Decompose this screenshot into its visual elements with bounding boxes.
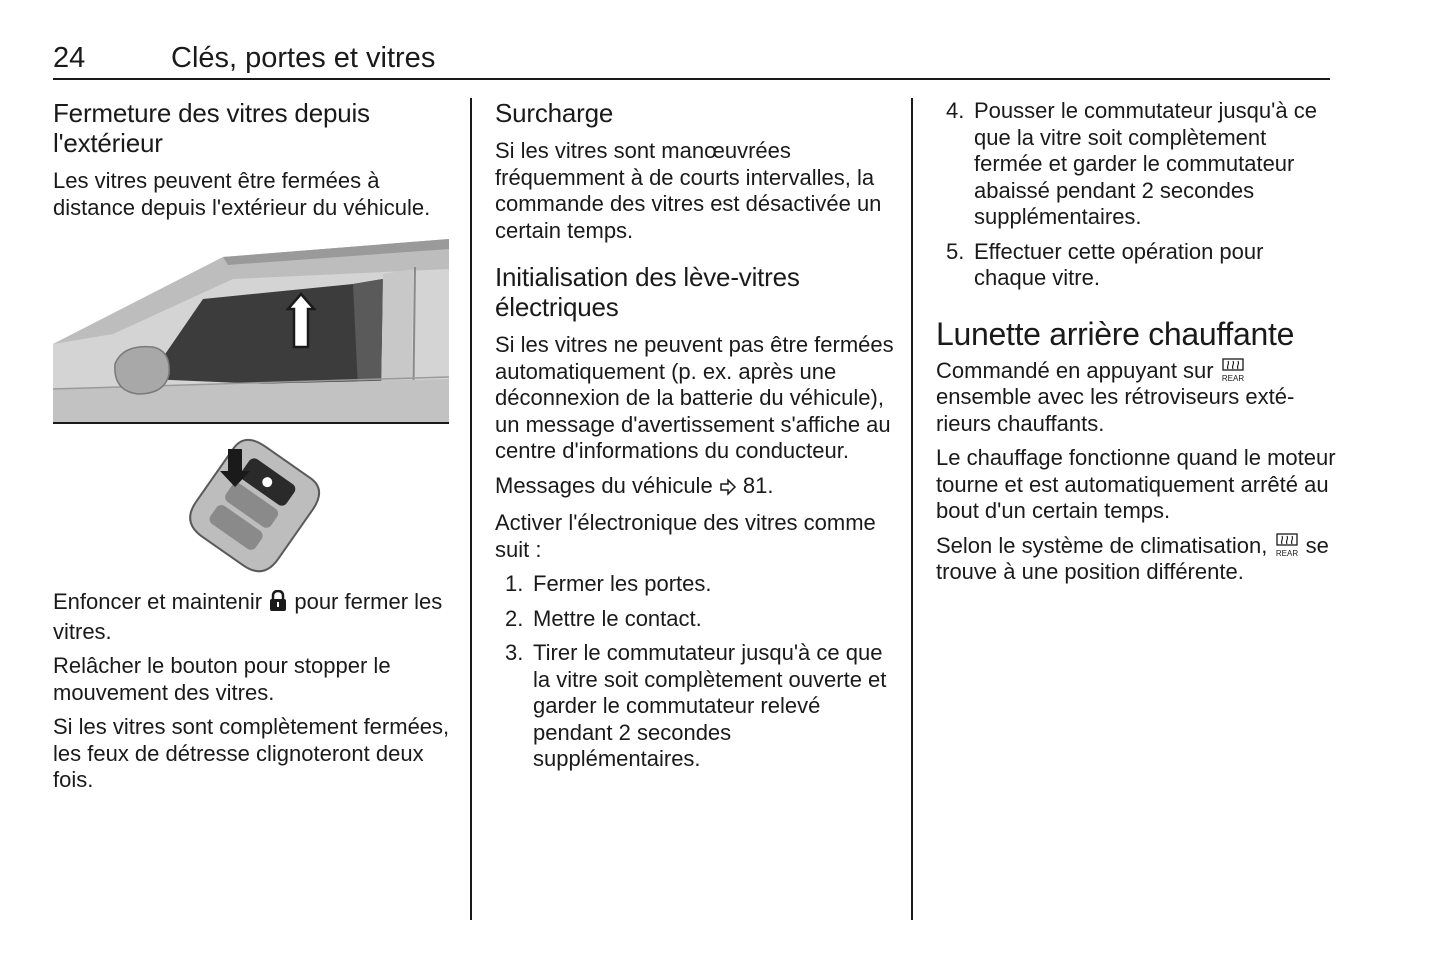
paragraph: Le chauffage fonctionne quand le moteur tourne et est automatiquement arrêté au bout d'un certain temps. [936,445,1336,523]
step-number: 4. [946,98,965,123]
step-text: Mettre le contact. [533,605,702,631]
column-divider [470,98,472,920]
car-window-illustration [53,239,449,579]
paragraph-text: ensemble avec les rétroviseurs extérieurs chauffants. [936,384,1295,436]
step-text: Effectuer cette opération pour chaque vitre. [974,238,1264,290]
column-1 [53,98,453,802]
arrow-reference-icon[interactable] [719,476,737,503]
section-heading: Surcharge [495,98,614,128]
step-number: 3. [505,640,524,665]
rear-label: REAR [1275,548,1298,557]
paragraph-text: Selon le système de climatisation, [936,532,1274,558]
paragraph: Si les vitres sont complètement fermées, les feux de détresse clignoteront deux fois. [53,714,450,792]
column-3 [936,98,1336,594]
section-heading: Lunette arrière chauffante [936,315,1295,352]
list-item [936,239,1336,292]
paragraph-text: se trouve à une position différente. [936,532,1329,584]
section-heading: Fermeture des vitres depuis l'extérieur [53,98,370,158]
rear-defrost-icon [1220,358,1246,382]
paragraph: Si les vitres sont manœuvrées fréquemment à de courts intervalles, la commande des vitres est désactivée un certain temps. [495,138,882,243]
lock-icon [268,590,288,619]
step-text: Pousser le commutateur jusqu'à ce que la vitre soit complètement fermée et garder le commutateur abaissé pendant 2 secondes supplémentaires. [974,98,1317,229]
paragraph-text: pour fermer les vitres. [53,589,443,644]
page-header [53,40,1330,80]
steps-list [936,98,1336,292]
section-heading: Initialisation des lève-vitres électriques [495,262,800,322]
page-number: 24 [53,42,86,74]
chapter-title: Clés, portes et vitres [171,42,436,74]
step-number: 2. [505,605,524,631]
step-text: Tirer le commutateur jusqu'à ce que la vitre soit complètement ouverte et garder le commutateur relevé pendant 2 secondes supplémentaires. [533,640,887,771]
paragraph [53,589,453,645]
rear-label: REAR [1221,373,1244,382]
column-divider [911,98,913,920]
paragraph: Activer l'électronique des vitres comme suit : [495,510,876,562]
paragraph: Relâcher le bouton pour stopper le mouvement des vitres. [53,653,391,705]
step-text: Fermer les portes. [533,571,712,596]
step-number: 1. [505,571,524,596]
page-reference[interactable]: 81. [742,472,774,498]
list-item [936,98,1336,231]
paragraph-text: Messages du véhicule [495,472,719,498]
paragraph: Si les vitres ne peuvent pas être fermées automatiquement (p. ex. après une déconnexion de la batterie du véhicule), un message d'avertissement s'affiche au centre d'informations du conducteur. [495,332,894,463]
paragraph [936,358,1336,438]
paragraph [936,533,1336,586]
paragraph-text: Enfoncer et maintenir [53,589,269,614]
rear-defrost-icon [1274,533,1300,557]
list-item [495,571,895,598]
paragraph-text: Commandé en appuyant sur [936,357,1220,383]
steps-list [495,571,895,773]
column-2 [495,98,895,781]
list-item [495,640,895,773]
paragraph: Les vitres peuvent être fermées à distance depuis l'extérieur du véhicule. [53,168,431,220]
car-window-and-key-illustration [53,239,449,579]
list-item [495,606,895,633]
paragraph [495,473,895,503]
step-number: 5. [946,238,965,264]
